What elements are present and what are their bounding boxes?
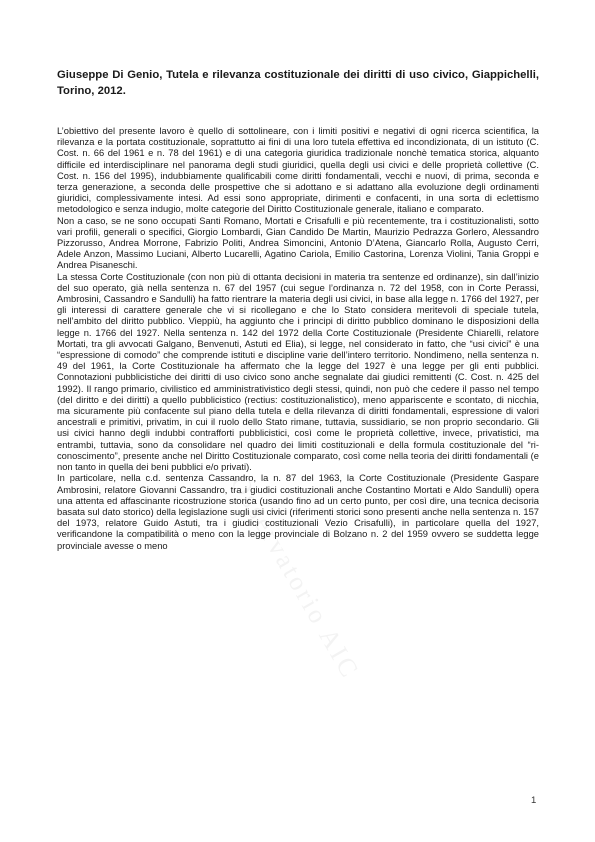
document-heading: Giuseppe Di Genio, Tutela e rilevanza costituzionale dei diritti di uso civico, Giappichelli, Torino, 2012.: [57, 69, 539, 97]
watermark: Osservatorio AIC: [224, 470, 366, 685]
paragraph: L’obiettivo del presente lavoro è quello di sottolineare, con i limiti positivi e negativi di ogni ricerca scientifica, la rilevanza e la portata costituzionale, soprattutto ai fini di una loro tutela effettiva ed incondizionata, di un istituto (C. Cost. n. 66 del 1961 e n. 78 del 1961) e di una categoria giuridica tradizionale nonchè tematica storica, alquanto difficile ed interdisciplinare nel panorama degli studi giuridici, quella degli usi civici e delle proprietà collettive (C. Cost. n. 156 del 1995), indubbiamente qualificabili come diritti fondamentali, vecchi e nuovi, di prima, seconda e terza generazione, a seconda delle prospettive che si adottano e si adattano alla evoluzione degli ordinamenti giuridici, complessivamente intesi. Ad essi sono appropriate, dirimenti e confacenti, in una sorta di eclettismo metodologico e senza indugio, molte categorie del Diritto Costituzionale generale, italiano e comparato.: [57, 126, 539, 215]
paragraph: La stessa Corte Costituzionale (con non più di ottanta decisioni in materia tra sentenze ed ordinanze), sin dall’inizio del suo operato, già nella sentenza n. 67 del 1957 (cui segue l’ordinanza n. 72 del 1958, con in Corte Perassi, Ambrosini, Cassandro e Sandulli) ha fatto rientrare la materia degli usi civici, in base alla legge n. 1766 del 1927, per gli interessi di carattere generale che vi si ricollegano e che lo Stato considera meritevoli di speciale tutela, nell’ambito del diritto pubblico. Vieppiù, ha aggiunto che i principi di diritto pubblico dominano le disposizioni della legge n. 1766 del 1927. Nella sentenza n. 142 del 1972 della Corte Costituzionale (Presidente Chiarelli, relatore Mortati, tra gli avvocati Galgano, Benvenuti, Astuti ed Elia), si legge, nel considerato in fatto, che “usi civici” è una “espressione di comodo” che comprende istituti e discipline varie dell’intero territorio. Nondimeno, nella sentenza n. 49 del 1961, la Corte Costituzionale ha affermato che la legge del 1927 è una legge per gli enti pubblici. Connotazioni pubblicistiche dei diritti di uso civico sono anche segnalate dai giudici remittenti (C. Cost. n. 425 del 1992). Il rango primario, civilistico ed amministrativistico degli stessi, quindi, non può che cedere il passo nel tempo (del diritto e dei diritti) a quello pubblicistico (rectius: costituzionalistico), meno appariscente e scontato, di nicchia, ma sicuramente più confacente sul piano della tutela e della rilevanza di diritti fondamentali, espressione di valori ancestrali e primitivi, privatim, in cui il ruolo dello Stato rimane, tuttavia, sussidiario, se non proprio secondario. Gli usi civici hanno degli indubbi contrafforti pubblicistici, così come le proprietà collettive, invece, privatistici, ma entrambi, tuttavia, sono da consolidare nel quadro dei limiti costituzionali e della formula costituzionale del “ri-conoscimento”, presente anche nel Diritto Costituzionale comparato, così come nella teoria dei diritti fondamentali (e non tanto in quella dei beni pubblici e/o privati).: [57, 271, 539, 473]
page-number: 1: [531, 795, 537, 806]
paragraph: Non a caso, se ne sono occupati Santi Romano, Mortati e Crisafulli e più recentemente, tra i costituzionalisti, sotto vari profili, generali o specifici, Giorgio Lombardi, Gian Candido De Martin, Maurizio Pedrazza Gorlero, Alessandro Pizzorusso, Andrea Morrone, Fabrizio Politi, Andrea Simoncini, Antonio D’Atena, Giancarlo Rolla, Augusto Cerri, Adele Anzon, Massimo Luciani, Alberto Lucarelli, Agatino Cariola, Emilio Castorina, Lorenza Violini, Tania Groppi e Andrea Pisaneschi.: [57, 215, 539, 271]
paragraph: In particolare, nella c.d. sentenza Cassandro, la n. 87 del 1963, la Corte Costituzionale (Presidente Gaspare Ambrosini, relatore Giovanni Cassandro, tra i giudici costituzionali anche Costantino Mortati e Aldo Sandulli) opera una attenta ed affascinante ricostruzione storica (usando fino ad un certo punto, per così dire, una tecnica decisoria basata sul dato storico) della legislazione sugli usi civici (riferimenti storici sono presenti anche nella sentenza n. 157 del 1973, relatore Guido Astuti, tra i giudici costituzionali Vezio Crisafulli), in particolare quella del 1927, verificandone la compatibilità o meno con la legge provinciale di Bolzano n. 2 del 1959 ovvero se suddetta legge provinciale avesse o meno: [57, 473, 539, 551]
document-body: [57, 126, 539, 552]
